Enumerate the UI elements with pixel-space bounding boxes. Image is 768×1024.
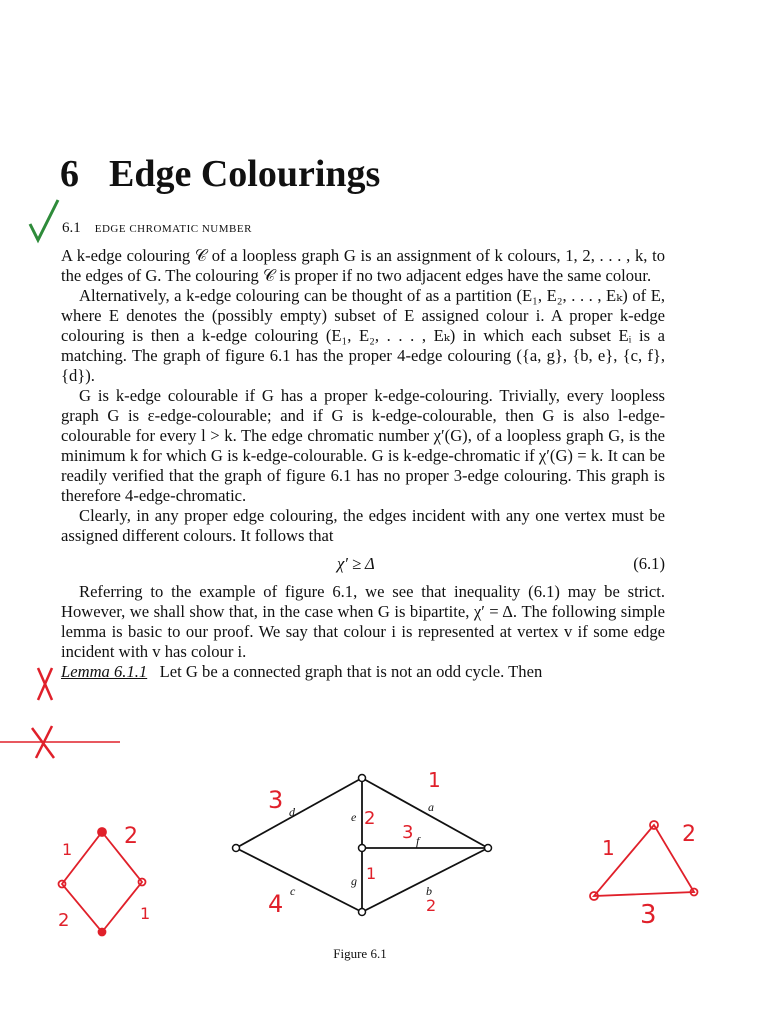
mark-d: 3 xyxy=(268,786,284,814)
paragraph-3: G is k-edge colourable if G has a proper k-edge-colouring. Trivially, every loopless graph G is ε-edge-colourable; and if G is k-edge-colourable, then G is also l-edge-colourable for every l > k. The edge chromatic number χ′(G), of a loopless graph G, is the minimum k for which G is k-edge-colourable. G is k-edge-chromatic if χ′(G) = k. It can be readily verified that the graph of figure 6.1 has no proper 3-edge colouring. This graph is therefore 4-edge-chromatic. xyxy=(61,386,665,505)
equation-lhs: χ′ ≥ Δ xyxy=(337,554,375,573)
chapter-number: 6 xyxy=(60,153,79,195)
paragraph-4: Clearly, in any proper edge colouring, the edges incident with any one vertex must be assigned different colours. It follows that xyxy=(61,506,665,545)
figure-caption: Figure 6.1 xyxy=(333,946,387,961)
edge-label-c: c xyxy=(290,884,296,898)
paragraph-2: Alternatively, a k-edge colouring can be thought of as a partition (E₁, E₂, . . . , Eₖ) of E, where E denotes the (possibly empty) subset of E assigned colour i. A proper k-edge colouring is then a k-edge colouring (E₁, E₂, . . . , Eₖ) in which each subset Eᵢ is a matching. The graph of figure 6.1 has the proper 4-edge colouring ({a, g}, {b, e}, {c, f}, {d}). xyxy=(61,286,665,385)
edge-label-a: a xyxy=(428,800,434,814)
lemma-heading: Lemma 6.1.1 xyxy=(61,662,148,681)
mark-square-1: 1 xyxy=(62,840,73,859)
lemma-text: Let G be a connected graph that is not an odd cycle. Then xyxy=(159,662,543,681)
mark-square-3: 2 xyxy=(58,910,70,931)
mark-square-2: 2 xyxy=(124,824,138,849)
edge-label-d: d xyxy=(289,805,295,819)
chapter-title: Edge Colourings xyxy=(109,153,381,195)
mark-a: 1 xyxy=(428,768,441,792)
mark-triangle-2: 2 xyxy=(682,822,696,847)
section-number: 6.1 xyxy=(62,220,81,236)
equation-label: (6.1) xyxy=(633,554,665,573)
edge-label-b: b xyxy=(426,884,432,898)
mark-triangle-3: 3 xyxy=(640,900,657,930)
paragraph-1: A k-edge colouring 𝒞 of a loopless graph G is an assignment of k colours, 1, 2, . . . , k, to the edges of G. The colouring 𝒞 is proper if no two adjacent edges have the same colour. xyxy=(61,246,665,285)
mark-g: 1 xyxy=(366,864,377,883)
paragraph-5: Referring to the example of figure 6.1, we see that inequality (6.1) may be strict. However, we shall show that, in the case when G is bipartite, χ′ = Δ. The following simple lemma is basic to our proof. We say that colour i is represented at vertex v if some edge incident with v has colour i. xyxy=(61,582,665,661)
mark-f: 3 xyxy=(402,822,414,843)
edge-label-f: f xyxy=(416,834,420,848)
mark-triangle-1: 1 xyxy=(602,836,615,860)
section-title: EDGE CHROMATIC NUMBER xyxy=(94,223,252,235)
edge-label-g: g xyxy=(351,874,357,888)
mark-e: 2 xyxy=(364,808,376,829)
edge-label-e: e xyxy=(351,810,357,824)
mark-b: 2 xyxy=(426,896,437,915)
mark-square-4: 1 xyxy=(140,904,151,923)
mark-c: 4 xyxy=(268,890,284,918)
